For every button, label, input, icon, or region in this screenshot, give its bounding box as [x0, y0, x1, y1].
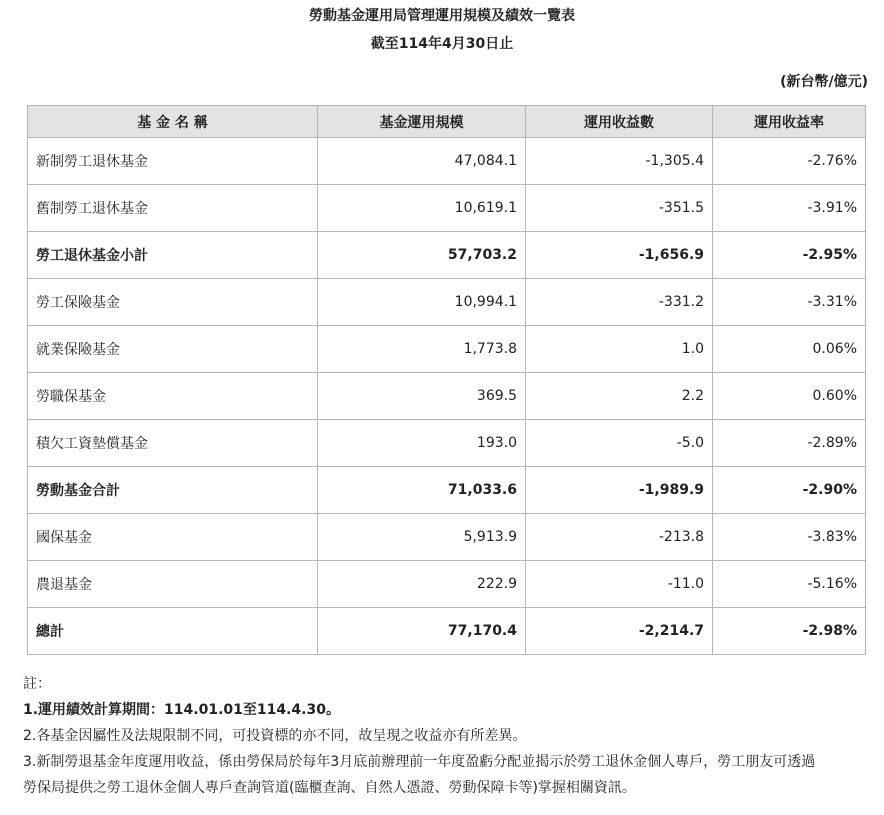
fund-rate-cell: -3.83% [713, 514, 866, 561]
fund-income-cell: -5.0 [526, 420, 713, 467]
fund-income-cell: -1,656.9 [526, 232, 713, 279]
fund-name-cell: 總計 [28, 608, 318, 655]
table-row [28, 420, 866, 467]
fund-rate-cell: -3.31% [713, 279, 866, 326]
fund-scale-cell: 5,913.9 [318, 514, 526, 561]
notes-heading: 註： [23, 676, 51, 692]
notes-section [23, 671, 873, 801]
fund-rate-cell: -2.98% [713, 608, 866, 655]
fund-rate-cell: 0.60% [713, 373, 866, 420]
fund-rate-cell: -2.89% [713, 420, 866, 467]
fund-rate-cell: -2.90% [713, 467, 866, 514]
note-item: 2.各基金因屬性及法規限制不同，可投資標的亦不同，故呈現之收益亦有所差異。 [23, 728, 527, 744]
table-row [28, 373, 866, 420]
column-header-rate: 運用收益率 [713, 106, 866, 138]
fund-scale-cell: 193.0 [318, 420, 526, 467]
fund-scale-cell: 222.9 [318, 561, 526, 608]
fund-income-cell: -11.0 [526, 561, 713, 608]
fund-income-cell: -351.5 [526, 185, 713, 232]
note-item: 1.運用績效計算期間：114.01.01至114.4.30。 [23, 702, 340, 718]
fund-rate-cell: 0.06% [713, 326, 866, 373]
table-row [28, 185, 866, 232]
table-row [28, 514, 866, 561]
fund-name-cell: 舊制勞工退休基金 [28, 185, 318, 232]
table-row [28, 138, 866, 185]
fund-income-cell: -1,305.4 [526, 138, 713, 185]
fund-rate-cell: -2.76% [713, 138, 866, 185]
table-row-subtotal [28, 232, 866, 279]
fund-performance-table [27, 105, 866, 655]
page-subtitle: 截至114年4月30日止 [370, 36, 514, 52]
fund-name-cell: 就業保險基金 [28, 326, 318, 373]
table-row-subtotal [28, 467, 866, 514]
table-row-total [28, 608, 866, 655]
fund-scale-cell: 10,619.1 [318, 185, 526, 232]
fund-name-cell: 勞工保險基金 [28, 279, 318, 326]
unit-label: (新台幣/億元) [780, 74, 868, 90]
table-row [28, 561, 866, 608]
fund-rate-cell: -2.95% [713, 232, 866, 279]
fund-name-cell: 農退基金 [28, 561, 318, 608]
fund-scale-cell: 57,703.2 [318, 232, 526, 279]
note-item: 3.新制勞退基金年度運用收益，係由勞保局於每年3月底前辦理前一年度盈虧分配並揭示於勞工退休金個人專戶，勞工朋友可透過 [23, 754, 816, 770]
fund-scale-cell: 71,033.6 [318, 467, 526, 514]
fund-income-cell: -2,214.7 [526, 608, 713, 655]
fund-income-cell: -213.8 [526, 514, 713, 561]
table-row [28, 279, 866, 326]
fund-scale-cell: 10,994.1 [318, 279, 526, 326]
fund-scale-cell: 47,084.1 [318, 138, 526, 185]
fund-income-cell: -331.2 [526, 279, 713, 326]
fund-rate-cell: -5.16% [713, 561, 866, 608]
fund-income-cell: -1,989.9 [526, 467, 713, 514]
fund-rate-cell: -3.91% [713, 185, 866, 232]
fund-scale-cell: 369.5 [318, 373, 526, 420]
fund-name-cell: 國保基金 [28, 514, 318, 561]
table-row [28, 326, 866, 373]
fund-name-cell: 勞職保基金 [28, 373, 318, 420]
column-header-income: 運用收益數 [526, 106, 713, 138]
column-header-fund-name: 基 金 名 稱 [28, 106, 318, 138]
fund-scale-cell: 77,170.4 [318, 608, 526, 655]
fund-name-cell: 積欠工資墊償基金 [28, 420, 318, 467]
fund-scale-cell: 1,773.8 [318, 326, 526, 373]
fund-name-cell: 勞動基金合計 [28, 467, 318, 514]
fund-name-cell: 勞工退休基金小計 [28, 232, 318, 279]
fund-name-cell: 新制勞工退休基金 [28, 138, 318, 185]
table-header-row [28, 106, 866, 138]
column-header-scale: 基金運用規模 [318, 106, 526, 138]
fund-income-cell: 1.0 [526, 326, 713, 373]
page-title: 勞動基金運用局管理運用規模及績效一覽表 [309, 8, 575, 24]
fund-income-cell: 2.2 [526, 373, 713, 420]
note-item: 勞保局提供之勞工退休金個人專戶查詢管道(臨櫃查詢、自然人憑證、勞動保障卡等)掌握相關資訊。 [23, 780, 636, 796]
